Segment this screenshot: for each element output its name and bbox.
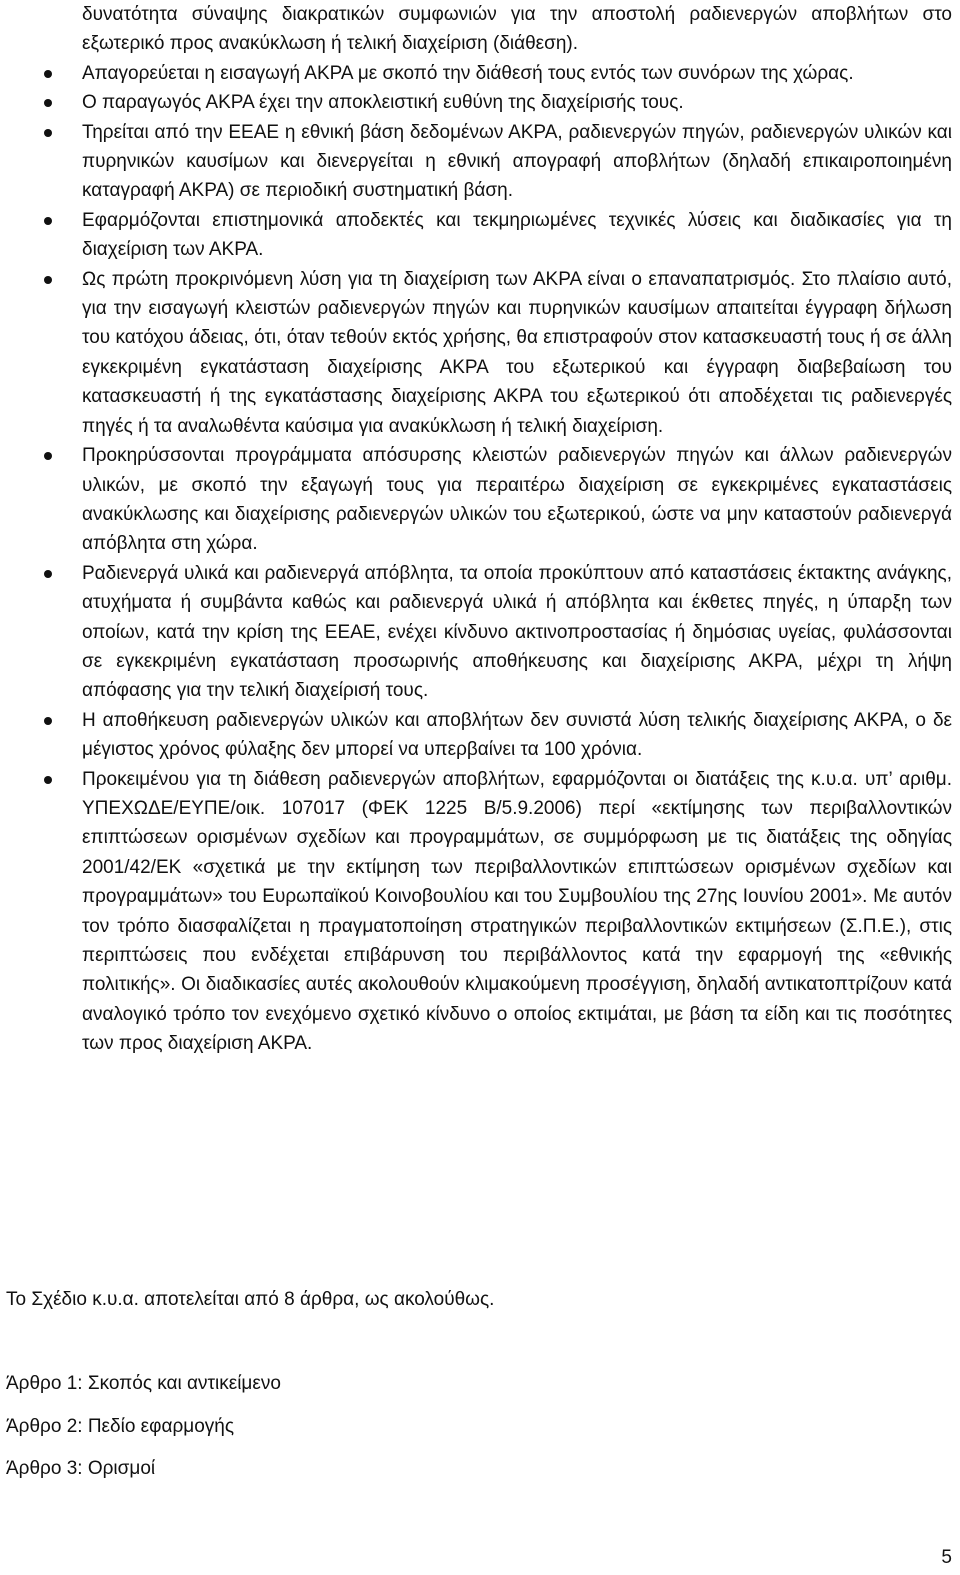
bullet-dot-icon: [44, 776, 52, 784]
bullet-item: [0, 765, 960, 1059]
bullet-item: [0, 706, 960, 765]
article-heading: Άρθρο 1: Σκοπός και αντικείμενο: [6, 1373, 281, 1394]
bullet-text: Προκηρύσσονται προγράμματα απόσυρσης κλειστών ραδιενεργών πηγών και άλλων ραδιενεργών υλικών, με σκοπό την εξαγωγή τους για περαιτέρω διαχείριση σε εγκεκριμένες εγκαταστάσεις ανακύκλωσης και διαχείρισης ραδιενεργών υλικών του εξωτερικού, ώστε να μην καταστούν ραδιενεργά απόβλητα στη χώρα.: [82, 445, 952, 555]
bullet-dot-icon: [44, 70, 52, 78]
bullet-item: [0, 559, 960, 706]
articles-summary: Το Σχέδιο κ.υ.α. αποτελείται από 8 άρθρα, ως ακολούθως.: [6, 1289, 495, 1310]
bullet-text: Ραδιενεργά υλικά και ραδιενεργά απόβλητα, τα οποία προκύπτουν από καταστάσεις έκτακτης ανάγκης, ατυχήματα ή συμβάντα καθώς και ραδιενεργά υλικά ή απόβλητα και έκθετες πηγές, η ύπαρξη των οποίων, κατά την κρίση της ΕΕΑΕ, ενέχει κίνδυνο ακτινοπροστασίας ή δημόσιας υγείας, φυλάσσονται σε εγκεκριμένη εγκατάσταση προσωρινής αποθήκευσης και διαχείρισης ΑΚΡΑ, μέχρι τη λήψη απόφασης για την τελική διαχείρισή τους.: [82, 562, 952, 702]
bullet-dot-icon: [44, 99, 52, 107]
bullet-item: [0, 206, 960, 265]
page-number: 5: [941, 1547, 952, 1568]
bullet-text: Η αποθήκευση ραδιενεργών υλικών και αποβλήτων δεν συνιστά λύση τελικής διαχείρισης ΑΚΡΑ, ο δε μέγιστος χρόνος φύλαξης δεν μπορεί να υπερβαίνει τα 100 χρόνια.: [82, 709, 952, 761]
bullet-item: [0, 441, 960, 559]
bullet-dot-icon: [44, 452, 52, 460]
bullet-text: δυνατότητα σύναψης διακρατικών συμφωνιών για την αποστολή ραδιενεργών αποβλήτων στο εξωτερικό προς ανακύκλωση ή τελική διαχείριση (διάθεση).: [82, 4, 952, 55]
bullet-item: [0, 265, 960, 441]
bullet-text: Ως πρώτη προκρινόμενη λύση για τη διαχείριση των ΑΚΡΑ είναι ο επαναπατρισμός. Στο πλαίσιο αυτό, για την εισαγωγή κλειστών ραδιενεργών πηγών και πυρηνικών καυσίμων απαιτείται έγγραφη δήλωση του κατόχου άδειας, ότι, όταν τεθούν εκτός χρήσης, θα επιστραφούν στον κατασκευαστή τους ή σε άλλη εγκεκριμένη εγκατάσταση διαχείρισης ΑΚΡΑ του εξωτερικού και έγγραφη διαβεβαίωση του κατασκευαστή ή της εγκατάστασης διαχείρισης ΑΚΡΑ του εξωτερικού ότι αποδέχεται τις ραδιενεργές πηγές ή τα αναλωθέντα καύσιμα για ανακύκλωση ή τελική διαχείριση.: [82, 268, 952, 437]
bullet-text: Εφαρμόζονται επιστημονικά αποδεκτές και τεκμηριωμένες τεχνικές λύσεις και διαδικασίες για τη διαχείριση των ΑΚΡΑ.: [82, 209, 952, 261]
bullet-dot-icon: [44, 276, 52, 284]
bullet-text: Τηρείται από την ΕΕΑΕ η εθνική βάση δεδομένων ΑΚΡΑ, ραδιενεργών πηγών, ραδιενεργών υλικών και πυρηνικών καυσίμων και διενεργείται η εθνική απογραφή αποβλήτων (δηλαδή επικαιροποιημένη καταγραφή ΑΚΡΑ) σε περιοδική συστηματική βάση.: [82, 121, 952, 202]
bullet-dot-icon: [44, 717, 52, 725]
bullet-item: [0, 118, 960, 206]
bullet-text: Ο παραγωγός ΑΚΡΑ έχει την αποκλειστική ευθύνη της διαχείρισής τους.: [82, 92, 684, 114]
bullet-text: Προκειμένου για τη διάθεση ραδιενεργών αποβλήτων, εφαρμόζονται οι διατάξεις της κ.υ.α. υπ’ αριθμ. ΥΠΕΧΩΔΕ/ΕΥΠΕ/οικ. 107017 (ΦΕΚ 1225 Β/5.9.2006) περί «εκτίμησης των περιβαλλοντικών επιπτώσεων ορισμένων σχεδίων και προγραμμάτων, σε συμμόρφωση με τις διατάξεις της οδηγίας 2001/42/ΕΚ «σχετικά με την εκτίμηση των περιβαλλοντικών επιπτώσεων ορισμένων σχεδίων και προγραμμάτων» του Ευρωπαϊκού Κοινοβουλίου και του Συμβουλίου της 27ης Ιουνίου 2001». Με αυτόν τον τρόπο διασφαλίζεται η πραγματοποίηση στρατηγικών περιβαλλοντικών εκτιμήσεων (Σ.Π.Ε.), στις περιπτώσεις που ενδέχεται επιβάρυνση του περιβάλλοντος κατά την εφαρμογή της «εθνικής πολιτικής». Οι διαδικασίες αυτές ακολουθούν κλιμακούμενη προσέγγιση, δηλαδή αντικατοπτρίζουν κατά αναλογικό τρόπο τον ενεχόμενο σχετικό κίνδυνο ο οποίος εκτιμάται, με βάση τα είδη και τις ποσότητες των προς διαχείριση ΑΚΡΑ.: [82, 768, 952, 1055]
bullet-dot-icon: [44, 217, 52, 225]
article-heading: Άρθρο 2: Πεδίο εφαρμογής: [6, 1416, 234, 1437]
bullet-item: [0, 59, 960, 88]
article-heading: Άρθρο 3: Ορισμοί: [6, 1458, 156, 1479]
bullet-dot-icon: [44, 129, 52, 137]
bullet-dot-icon: [44, 570, 52, 578]
bullet-item: [0, 88, 960, 117]
bullet-text: Απαγορεύεται η εισαγωγή ΑΚΡΑ με σκοπό την διάθεσή τους εντός των συνόρων της χώρας.: [82, 62, 854, 84]
bullet-item: [0, 0, 960, 59]
